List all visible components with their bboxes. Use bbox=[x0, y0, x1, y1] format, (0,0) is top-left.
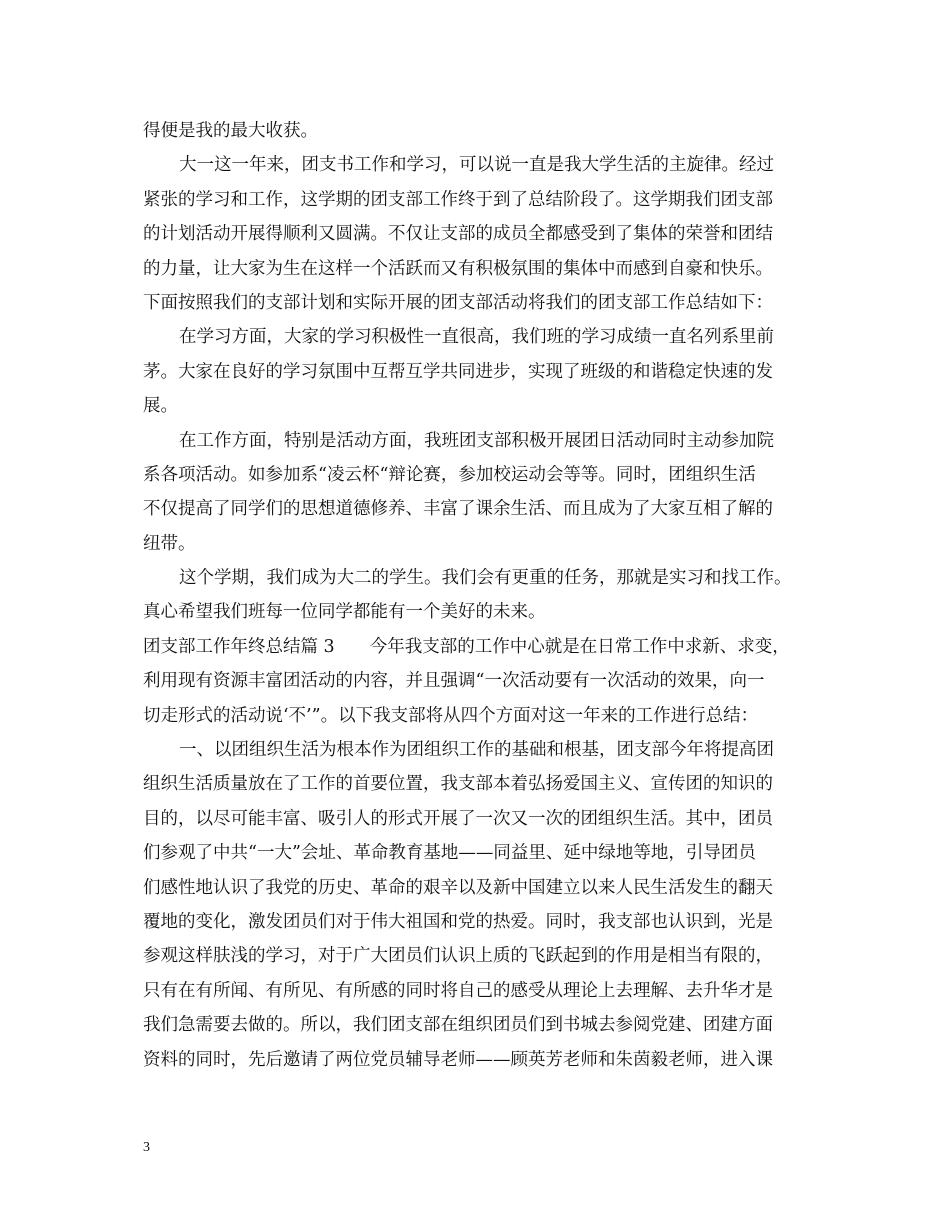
text-line: 的力量，让大家为生在这样一个活跃而又有积极氛围的集体中而感到自豪和快乐。 bbox=[143, 258, 773, 279]
paragraph-first-line: 一、以团组织生活为根本作为团组织工作的基础和根基，团支部今年将提高团 bbox=[179, 740, 774, 761]
text-line: 资料的同时，先后邀请了两位党员辅导老师——顾英芳老师和朱茵毅老师，进入课 bbox=[143, 1049, 773, 1070]
text-line: 覆地的变化，激发团员们对于伟大祖国和党的热爱。同时，我支部也认识到，光是 bbox=[143, 911, 773, 932]
text-line: 茅。大家在良好的学习氛围中互帮互学共同进步，实现了班级的和谐稳定快速的发 bbox=[143, 361, 773, 382]
paragraph-first-line: 这个学期，我们成为大二的学生。我们会有更重的任务，那就是实习和找工作。 bbox=[179, 568, 792, 589]
text-line: 紧张的学习和工作，这学期的团支部工作终于到了总结阶段了。这学期我们团支部 bbox=[143, 189, 773, 210]
page-number: 3 bbox=[143, 1140, 150, 1155]
text-line: 切走形式的活动说‘不’”。以下我支部将从四个方面对这一年来的工作进行总结： bbox=[143, 705, 759, 726]
text-line: 得便是我的最大收获。 bbox=[143, 121, 318, 141]
text-line: 参观这样肤浅的学习，对于广大团员们认识上质的飞跃起到的作用是相当有限的， bbox=[143, 946, 773, 967]
paragraph-first-line: 在工作方面，特别是活动方面，我班团支部积极开展团日活动同时主动参加院 bbox=[179, 430, 774, 451]
text-line: 们参观了中共“一大”会址、革命教育基地——同益里、延中绿地等地，引导团员 bbox=[143, 843, 756, 864]
text-line: 展。 bbox=[143, 396, 178, 417]
text-line: 利用现有资源丰富团活动的内容，并且强调“一次活动要有一次活动的效果，向一 bbox=[143, 671, 765, 692]
text-line: 们感性地认识了我党的历史、革命的艰辛以及新中国建立以来人民生活发生的翻天 bbox=[143, 877, 773, 898]
text-line: 只有在有所闻、有所见、有所感的同时将自己的感受从理论上去理解、去升华才是 bbox=[143, 980, 773, 1001]
text-line: 纽带。 bbox=[143, 533, 196, 554]
paragraph-first-line: 大一这一年来，团支书工作和学习，可以说一直是我大学生活的主旋律。经过 bbox=[179, 155, 774, 176]
text-line: 我们急需要去做的。所以，我们团支部在组织团员们到书城去参阅党建、团建方面 bbox=[143, 1015, 773, 1036]
text-line: 真心希望我们班每一位同学都能有一个美好的未来。 bbox=[143, 602, 546, 623]
text-line: 下面按照我们的支部计划和实际开展的团支部活动将我们的团支部工作总结如下： bbox=[143, 292, 773, 313]
text-line: 组织生活质量放在了工作的首要位置，我支部本着弘扬爱国主义、宣传团的知识的 bbox=[143, 774, 773, 795]
text-line: 的计划活动开展得顺利又圆满。不仅让支部的成员全都感受到了集体的荣誉和团结 bbox=[143, 224, 773, 245]
document-body bbox=[143, 114, 833, 1077]
text-line: 目的，以尽可能丰富、吸引人的形式开展了一次又一次的团组织生活。其中，团员 bbox=[143, 808, 773, 829]
text-line: 团支部工作年终总结篇 3 今年我支部的工作中心就是在日常工作中求新、求变， bbox=[143, 636, 790, 657]
paragraph-first-line: 在学习方面，大家的学习积极性一直很高，我们班的学习成绩一直名列系里前 bbox=[179, 327, 774, 348]
text-line: 不仅提高了同学们的思想道德修养、丰富了课余生活、而且成为了大家互相了解的 bbox=[143, 499, 773, 520]
text-line: 系各项活动。如参加系“凌云杯“辩论赛，参加校运动会等等。同时，团组织生活 bbox=[143, 464, 756, 485]
